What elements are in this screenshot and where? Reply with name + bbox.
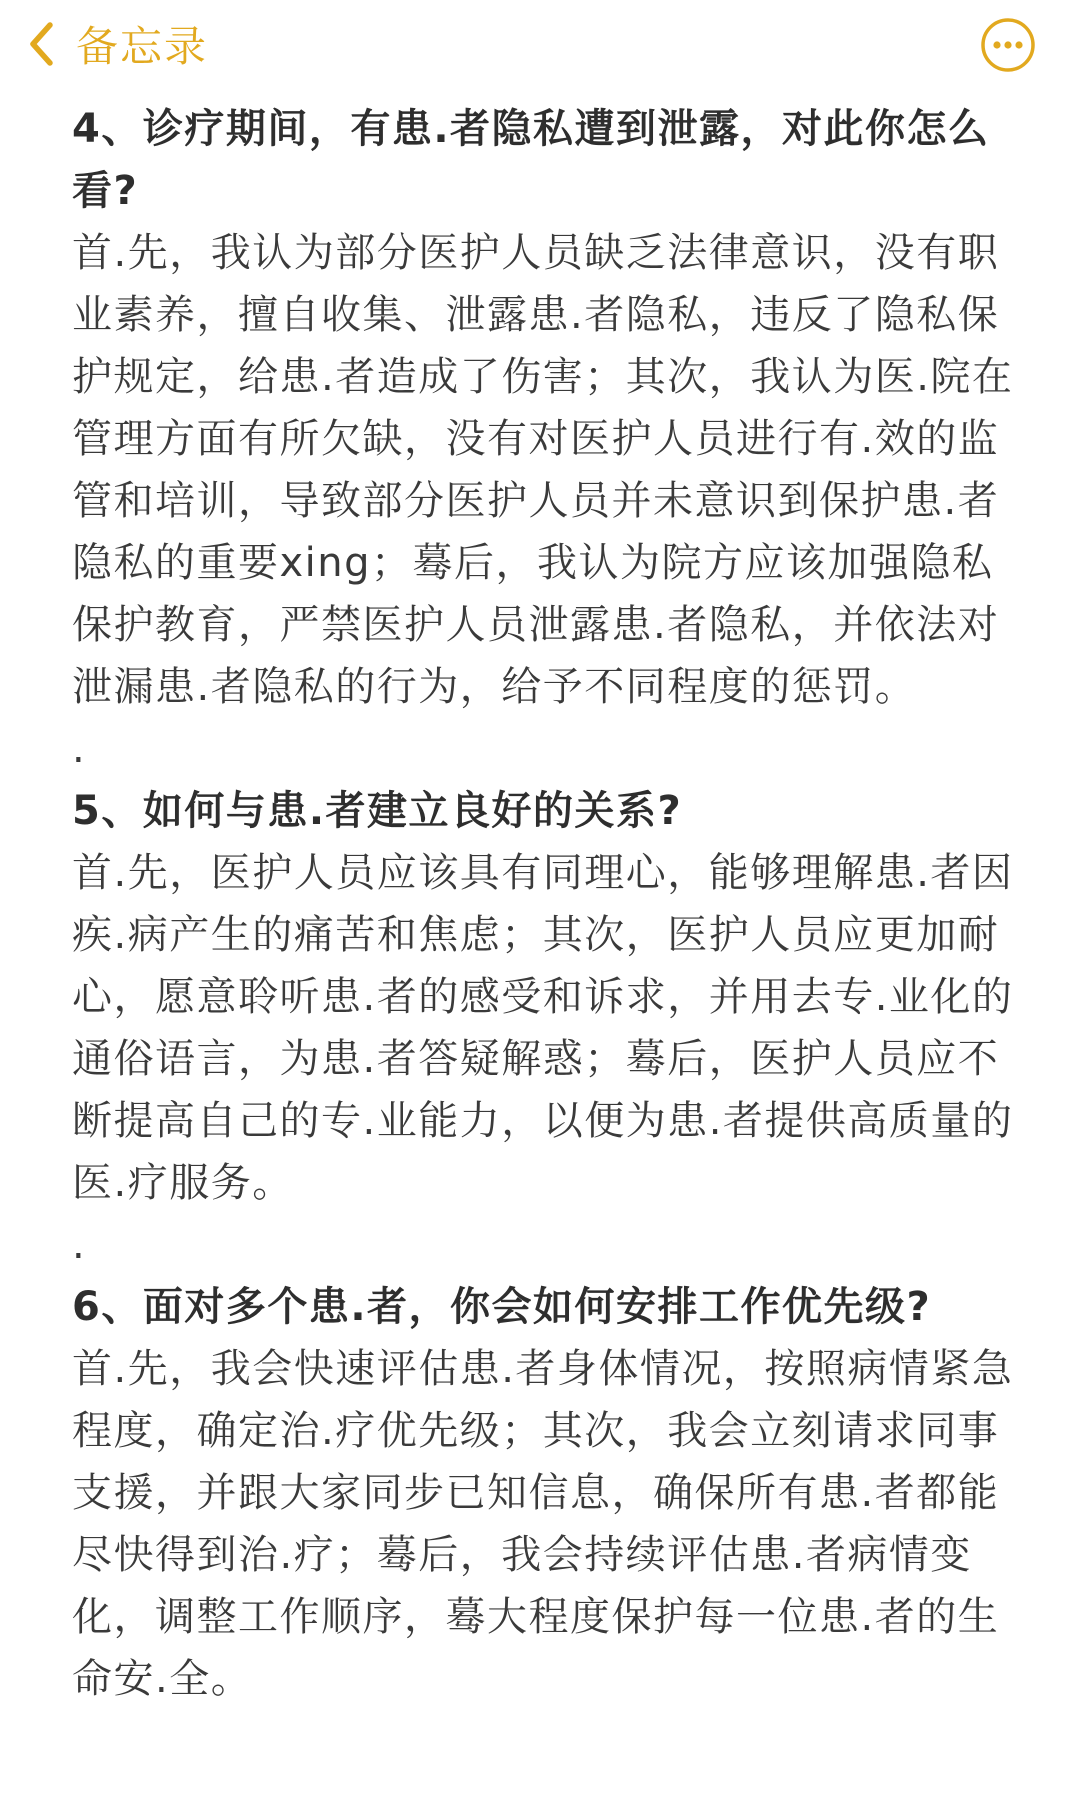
chevron-left-icon [28, 21, 54, 67]
separator-dot: . [72, 726, 87, 772]
note-section-5 [72, 780, 1022, 1214]
question-heading: 6、面对多个患.者，你会如何安排工作优先级? [72, 1284, 932, 1330]
answer-text: 首.先，我认为部分医护人员缺乏法律意识，没有职业素养，擅自收集、泄露患.者隐私，违反了隐私保护规定，给患.者造成了伤害；其次，我认为医.院在管理方面有所欠缺，没有对医护人员进行有.效的监管和培训，导致部分医护人员并未意识到保护患.者隐私的重要xing；蓦后，我认为院方应该加强隐私保护教育，严禁医护人员泄露患.者隐私，并依法对泄漏患.者隐私的行为，给予不同程度的惩罚。 [72, 230, 1014, 710]
more-button[interactable] [980, 17, 1036, 73]
back-label: 备忘录 [76, 22, 209, 71]
question-heading: 5、如何与患.者建立良好的关系? [72, 788, 683, 834]
note-section-6 [72, 1276, 1022, 1710]
separator-dot: . [72, 1222, 87, 1268]
back-button[interactable] [28, 14, 208, 74]
note-section-4 [72, 98, 1022, 718]
question-heading: 4、诊疗期间，有患.者隐私遭到泄露，对此你怎么看? [72, 106, 990, 214]
ellipsis-circle-icon [980, 17, 1036, 73]
navigation-bar [0, 0, 1080, 92]
answer-text: 首.先，医护人员应该具有同理心，能够理解患.者因疾.病产生的痛苦和焦虑；其次，医护人员应更加耐心，愿意聆听患.者的感受和诉求，并用去专.业化的通俗语言，为患.者答疑解惑；蓦后，医护人员应不断提高自己的专.业能力，以便为患.者提供高质量的医.疗服务。 [72, 850, 1014, 1206]
note-body[interactable] [72, 98, 1022, 1710]
answer-text: 首.先，我会快速评估患.者身体情况，按照病情紧急程度，确定治.疗优先级；其次，我会立刻请求同事支援，并跟大家同步已知信息，确保所有患.者都能尽快得到治.疗；蓦后，我会持续评估患.者病情变化，调整工作顺序，蓦大程度保护每一位患.者的生命安.全。 [72, 1346, 1014, 1702]
